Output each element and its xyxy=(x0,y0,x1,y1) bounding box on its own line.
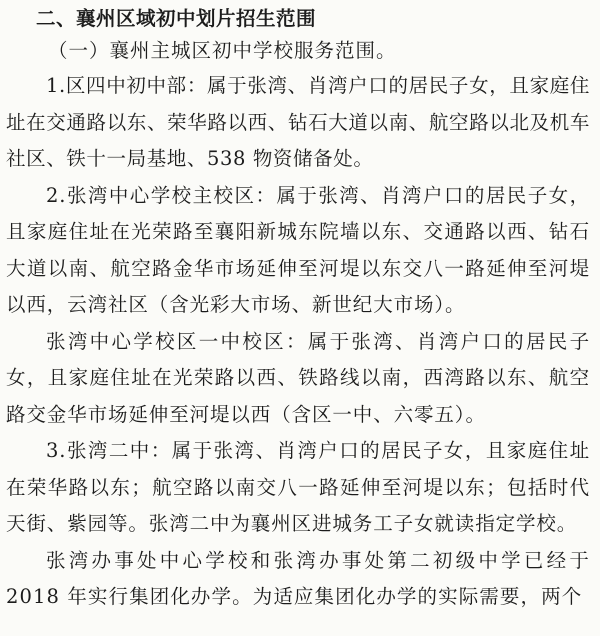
paragraph-district-four: 1.区四中初中部：属于张湾、肖湾户口的居民子女，且家庭住址在交通路以东、荣华路以西、钻石大道以南、航空路以北及机车社区、铁十一局基地、538 物资储备处。 xyxy=(6,74,590,170)
paragraph-zhangwan-district-one-campus: 张湾中心学校区一中校区：属于张湾、肖湾户口的居民子女，且家庭住址在光荣路以西、铁路线以南，西湾路以东、航空路交金华市场延伸至河堤以西（含区一中、六零五）。 xyxy=(6,329,590,426)
subsection-heading: （一）襄州主城区初中学校服务范围。 xyxy=(48,39,397,62)
paragraph-group-schooling: 张湾办事处中心学校和张湾办事处第二初级中学已经于 2018 年实行集团化办学。为适应集团化办学的实际需要，两个 xyxy=(6,548,590,608)
section-heading: 二、襄州区域初中划片招生范围 xyxy=(36,7,317,30)
paragraph-zhangwan-second-school: 3.张湾二中：属于张湾、肖湾户口的居民子女，且家庭住址在荣华路以东；航空路以南交八一路延伸至河堤以东；包括时代天街、紫园等。张湾二中为襄州区进城务工子女就读指定学校。 xyxy=(6,439,590,535)
paragraph-zhangwan-main-campus: 2.张湾中心学校主校区：属于张湾、肖湾户口的居民子女，且家庭住址在光荣路至襄阳新城东院墙以东、交通路以西、钻石大道以南、航空路金华市场延伸至河堤以东交八一路延伸至河堤以西，云湾社区（含光彩大市场、新世纪大市场）。 xyxy=(6,183,590,316)
